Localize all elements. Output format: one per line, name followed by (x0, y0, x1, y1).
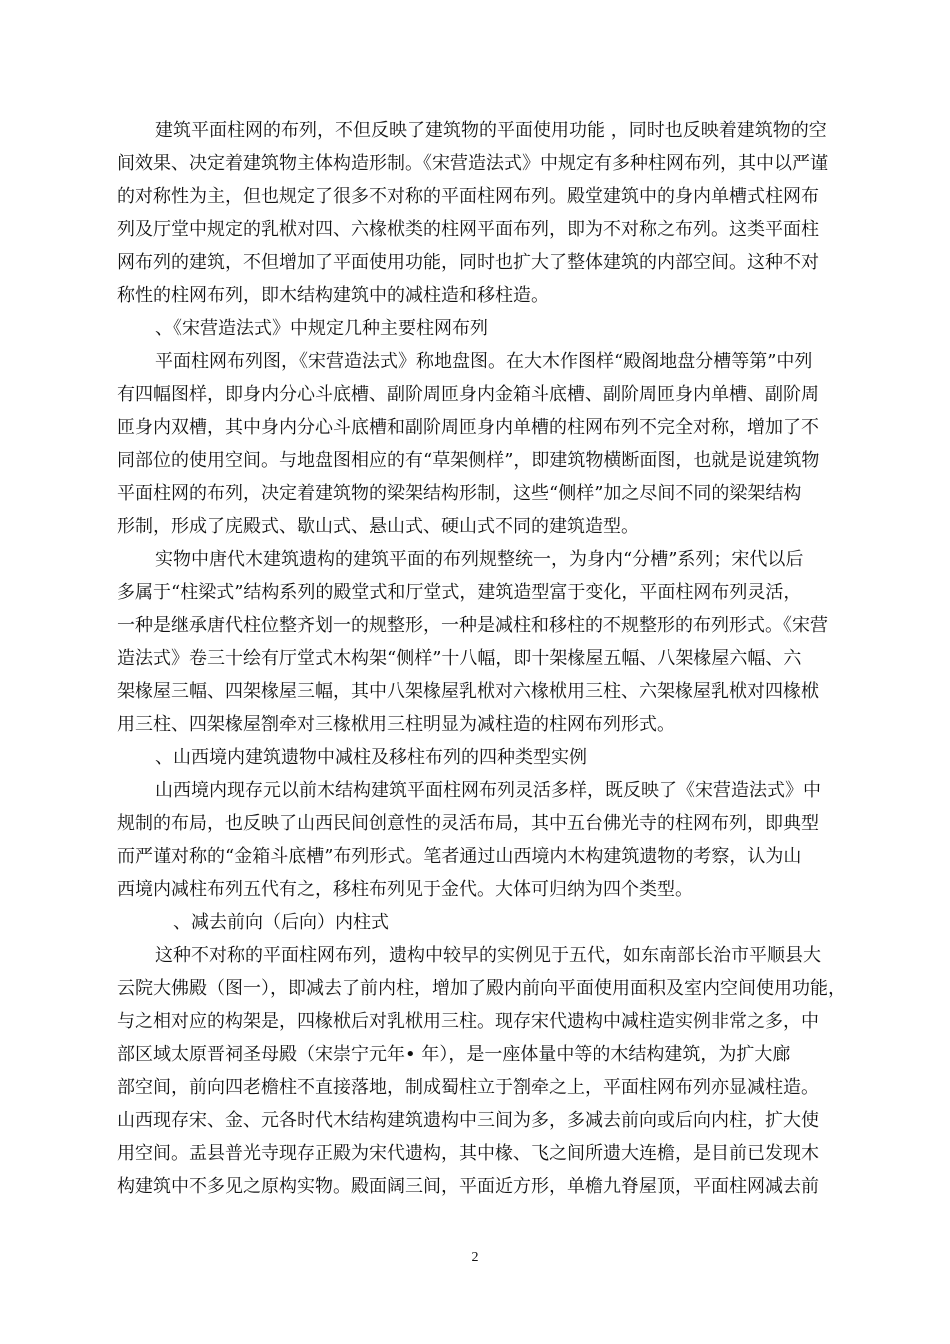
text-line: 平面柱网的布列，决定着建筑物的梁架结构形制，这些“侧样”加之尽间不同的梁架结构 (117, 483, 802, 504)
text-line: 部区域太原晋祠圣母殿（宋崇宁元年• 年），是一座体量中等的木结构建筑，为扩大廊 (117, 1044, 791, 1065)
text-line: 用空间。盂县普光寺现存正殿为宋代遗构，其中椽、飞之间所遗大连檐，是目前已发现木 (117, 1143, 819, 1164)
text-line: 造法式》卷三十绘有厅堂式木构架“侧样”十八幅，即十架椽屋五幅、八架椽屋六幅、六 (117, 648, 802, 669)
text-line: 网布列的建筑，不但增加了平面使用功能，同时也扩大了整体建筑的内部空间。这种不对 (117, 252, 819, 273)
text-line: 架椽屋三幅、四架椽屋三幅，其中八架椽屋乳栿对六椽栿用三柱、六架椽屋乳栿对四椽栿 (117, 681, 819, 702)
text-line: 规制的布局，也反映了山西民间创意性的灵活布局，其中五台佛光寺的柱网布列，即典型 (117, 813, 819, 834)
paragraph (117, 774, 877, 906)
paragraph (117, 345, 877, 543)
text-line: 构建筑中不多见之原构实物。殿面阔三间，平面近方形，单檐九脊屋顶，平面柱网减去前 (117, 1176, 819, 1197)
text-line: 称性的柱网布列，即木结构建筑中的减柱造和移柱造。 (117, 285, 549, 306)
document-body (117, 114, 877, 1203)
text-line: 建筑平面柱网的布列，不但反映了建筑物的平面使用功能 ，同时也反映着建筑物的空 (155, 120, 827, 141)
text-line: 一种是继承唐代柱位整齐划一的规整形，一种是减柱和移柱的不规整形的布列形式。《宋营 (117, 615, 828, 636)
paragraph (117, 939, 877, 1203)
text-line: 同部位的使用空间。与地盘图相应的有“草架侧样”，即建筑物横断面图，也就是说建筑物 (117, 450, 820, 471)
text-line: 云院大佛殿（图一），即减去了前内柱，增加了殿内前向平面使用面积及室内空间使用功能， (117, 978, 846, 999)
text-line: 列及厅堂中规定的乳栿对四、六椽栿类的柱网平面布列，即为不对称之布列。这类平面柱 (117, 219, 819, 240)
text-line: 匝身内双槽，其中身内分心斗底槽和副阶周匝身内单槽的柱网布列不完全对称，增加了不 (117, 417, 819, 438)
text-line: 有四幅图样，即身内分心斗底槽、副阶周匝身内金箱斗底槽、副阶周匝身内单槽、副阶周 (117, 384, 819, 405)
text-line: 实物中唐代木建筑遗构的建筑平面的布列规整统一，为身内“分槽”系列；宋代以后 (155, 549, 804, 570)
text-line: 山西境内现存元以前木结构建筑平面柱网布列灵活多样，既反映了《宋营造法式》中 (155, 780, 821, 801)
text-line: 这种不对称的平面柱网布列，遗构中较早的实例见于五代，如东南部长治市平顺县大 (155, 945, 821, 966)
text-line: 形制，形成了庑殿式、歇山式、悬山式、硬山式不同的建筑造型。 (117, 516, 639, 537)
text-line: 间效果、决定着建筑物主体构造形制。《宋营造法式》中规定有多种柱网布列，其中以严谨 (117, 153, 828, 174)
section-heading: 、《宋营造法式》中规定几种主要柱网布列 (155, 318, 488, 339)
paragraph (117, 114, 877, 312)
text-line: 平面柱网布列图，《宋营造法式》称地盘图。在大木作图样“殿阁地盘分槽等第”中列 (155, 351, 813, 372)
section-heading: 、山西境内建筑遗物中减柱及移柱布列的四种类型实例 (155, 747, 587, 768)
text-line: 的对称性为主，但也规定了很多不对称的平面柱网布列。殿堂建筑中的身内单槽式柱网布 (117, 186, 819, 207)
page-number: 2 (471, 1250, 479, 1265)
subsection-heading: 、减去前向（后向）内柱式 (173, 912, 389, 933)
text-line: 而严谨对称的“金箱斗底槽”布列形式。笔者通过山西境内木构建筑遗物的考察，认为山 (117, 846, 802, 867)
text-line: 与之相对应的构架是，四椽栿后对乳栿用三柱。现存宋代遗构中减柱造实例非常之多，中 (117, 1011, 819, 1032)
text-line: 山西现存宋、金、元各时代木结构建筑遗构中三间为多，多减去前向或后向内柱，扩大使 (117, 1110, 819, 1131)
text-line: 多属于“柱梁式”结构系列的殿堂式和厅堂式，建筑造型富于变化，平面柱网布列灵活， (117, 582, 802, 603)
text-line: 用三柱、四架椽屋劄牵对三椽栿用三柱明显为减柱造的柱网布列形式。 (117, 714, 675, 735)
paragraph (117, 543, 877, 741)
text-line: 部空间，前向四老檐柱不直接落地，制成蜀柱立于劄牵之上，平面柱网布列亦显减柱造。 (117, 1077, 819, 1098)
text-line: 西境内减柱布列五代有之，移柱布列见于金代。大体可归纳为四个类型。 (117, 879, 693, 900)
